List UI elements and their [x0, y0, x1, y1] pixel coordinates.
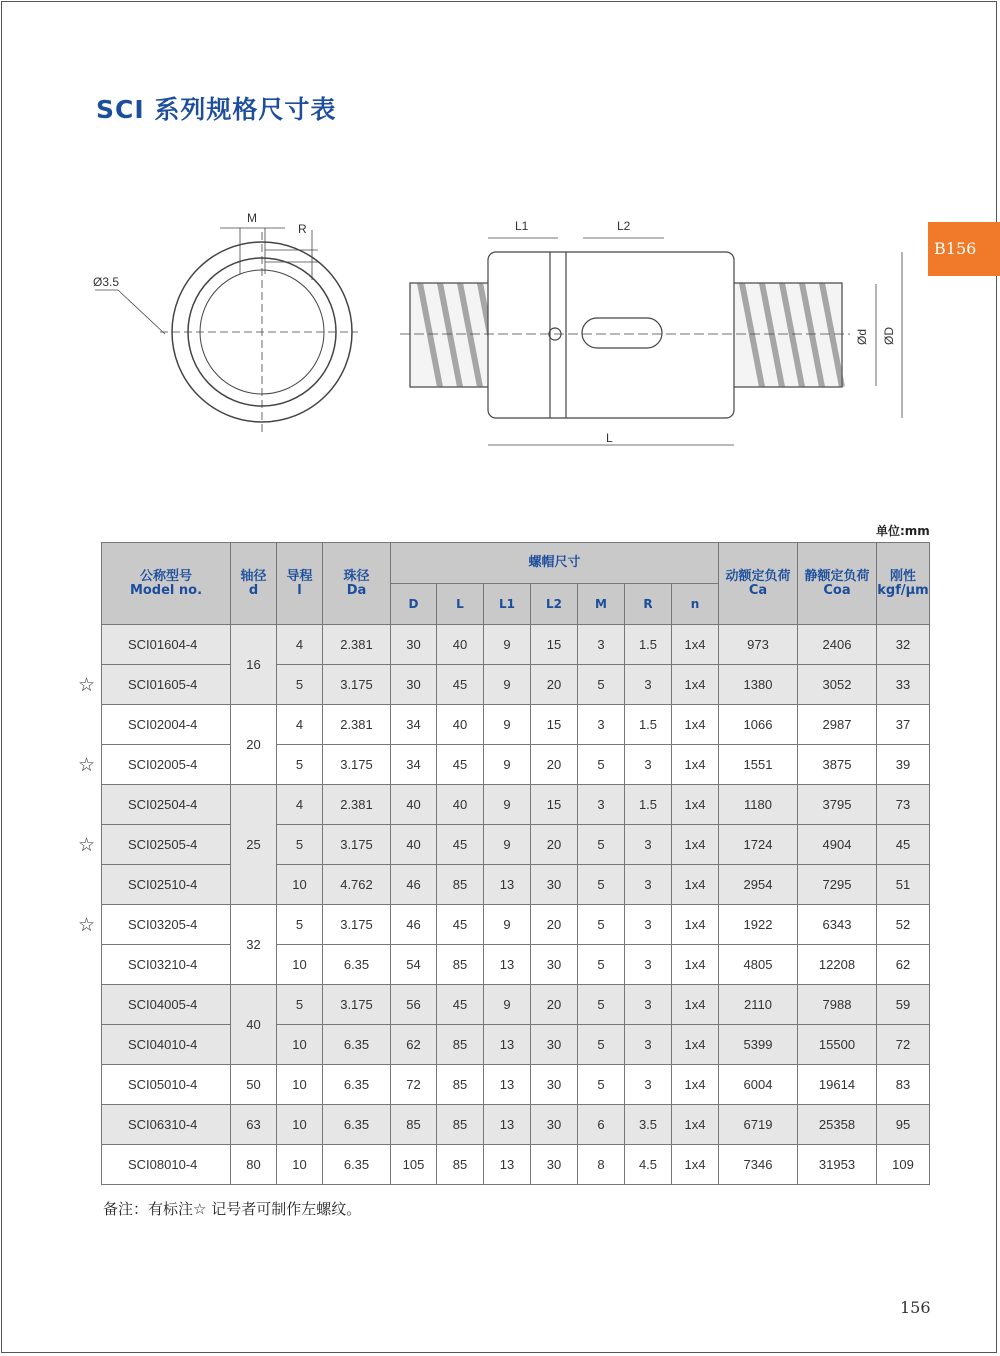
cell-model: SCI04010-4 — [102, 1025, 231, 1065]
cell-nut-r: 1.5 — [625, 705, 672, 745]
cell-nut-l: 85 — [437, 1065, 484, 1105]
cell-static-load: 2406 — [798, 625, 877, 665]
cell-static-load: 12208 — [798, 945, 877, 985]
cell-nut-r: 3 — [625, 945, 672, 985]
cell-lead: 10 — [277, 1025, 323, 1065]
cell-dynamic-load: 1724 — [719, 825, 798, 865]
cell-shaft-dia: 63 — [231, 1105, 277, 1145]
cell-nut-l: 45 — [437, 905, 484, 945]
cell-shaft-dia: 32 — [231, 905, 277, 985]
cell-nut-m: 5 — [578, 1065, 625, 1105]
cell-ball-dia: 6.35 — [323, 1145, 391, 1185]
cell-nut-d: 34 — [391, 705, 437, 745]
cell-nut-m: 8 — [578, 1145, 625, 1185]
cell-ball-dia: 2.381 — [323, 625, 391, 665]
cell-nut-m: 5 — [578, 665, 625, 705]
label-l1: L1 — [515, 219, 529, 233]
cell-nut-m: 5 — [578, 1025, 625, 1065]
cell-model: SCI05010-4 — [102, 1065, 231, 1105]
cell-lead: 5 — [277, 985, 323, 1025]
cell-nut-r: 3.5 — [625, 1105, 672, 1145]
cell-nut-l1: 9 — [484, 665, 531, 705]
cell-dynamic-load: 973 — [719, 625, 798, 665]
cell-static-load: 6343 — [798, 905, 877, 945]
cell-nut-l: 45 — [437, 665, 484, 705]
header-model: 公称型号 Model no. — [102, 543, 231, 625]
cell-rigidity: 73 — [877, 785, 930, 825]
left-thread-star-icon: ☆ — [78, 833, 96, 856]
cell-ball-dia: 3.175 — [323, 985, 391, 1025]
cell-model: SCI02004-4 — [102, 705, 231, 745]
label-l: L — [606, 431, 613, 445]
cell-nut-d: 46 — [391, 865, 437, 905]
cell-nut-l: 45 — [437, 745, 484, 785]
cell-nut-n: 1x4 — [672, 1025, 719, 1065]
table-row — [102, 1105, 930, 1145]
left-thread-star-icon: ☆ — [78, 753, 96, 776]
cell-dynamic-load: 4805 — [719, 945, 798, 985]
cell-nut-d: 85 — [391, 1105, 437, 1145]
cell-nut-l2: 20 — [531, 905, 578, 945]
cell-nut-r: 4.5 — [625, 1145, 672, 1185]
cell-rigidity: 83 — [877, 1065, 930, 1105]
cell-static-load: 7988 — [798, 985, 877, 1025]
table-row — [102, 1065, 930, 1105]
cell-nut-d: 30 — [391, 665, 437, 705]
cell-shaft-dia: 16 — [231, 625, 277, 705]
cell-dynamic-load: 6719 — [719, 1105, 798, 1145]
cell-static-load: 2987 — [798, 705, 877, 745]
cell-static-load: 3875 — [798, 745, 877, 785]
cell-nut-l1: 9 — [484, 745, 531, 785]
cell-nut-n: 1x4 — [672, 945, 719, 985]
table-row — [102, 865, 930, 905]
cell-nut-n: 1x4 — [672, 865, 719, 905]
cell-nut-d: 34 — [391, 745, 437, 785]
cell-static-load: 31953 — [798, 1145, 877, 1185]
cell-rigidity: 72 — [877, 1025, 930, 1065]
cell-rigidity: 109 — [877, 1145, 930, 1185]
cell-ball-dia: 2.381 — [323, 705, 391, 745]
cell-lead: 4 — [277, 705, 323, 745]
cell-shaft-dia: 50 — [231, 1065, 277, 1105]
cell-nut-l1: 13 — [484, 1105, 531, 1145]
subheader-d: D — [391, 584, 437, 625]
cell-nut-l2: 30 — [531, 1025, 578, 1065]
cell-model: SCI06310-4 — [102, 1105, 231, 1145]
cell-nut-l: 45 — [437, 825, 484, 865]
cell-nut-d: 54 — [391, 945, 437, 985]
cell-nut-m: 5 — [578, 945, 625, 985]
cell-lead: 10 — [277, 1145, 323, 1185]
cell-dynamic-load: 6004 — [719, 1065, 798, 1105]
cell-lead: 4 — [277, 625, 323, 665]
cell-nut-d: 40 — [391, 785, 437, 825]
cell-model: SCI02005-4 — [102, 745, 231, 785]
cell-nut-l2: 30 — [531, 1105, 578, 1145]
cell-nut-d: 40 — [391, 825, 437, 865]
spec-table — [101, 542, 930, 1185]
cell-shaft-dia: 40 — [231, 985, 277, 1065]
cell-nut-l1: 9 — [484, 905, 531, 945]
cell-model: SCI02504-4 — [102, 785, 231, 825]
cell-nut-n: 1x4 — [672, 745, 719, 785]
cell-lead: 4 — [277, 785, 323, 825]
cell-dynamic-load: 5399 — [719, 1025, 798, 1065]
cell-nut-m: 3 — [578, 625, 625, 665]
cell-nut-n: 1x4 — [672, 785, 719, 825]
cell-static-load: 7295 — [798, 865, 877, 905]
cell-ball-dia: 3.175 — [323, 825, 391, 865]
cell-nut-l: 40 — [437, 705, 484, 745]
cell-static-load: 15500 — [798, 1025, 877, 1065]
cell-nut-l1: 13 — [484, 945, 531, 985]
label-r: R — [298, 222, 307, 236]
technical-drawing — [0, 190, 1000, 470]
page-title: SCI 系列规格尺寸表 — [96, 95, 337, 124]
cell-nut-l: 45 — [437, 985, 484, 1025]
label-d-big: ØD — [882, 327, 896, 345]
cell-dynamic-load: 7346 — [719, 1145, 798, 1185]
cell-nut-l: 85 — [437, 1145, 484, 1185]
cell-model: SCI01604-4 — [102, 625, 231, 665]
table-row — [102, 745, 930, 785]
cell-dynamic-load: 2954 — [719, 865, 798, 905]
cell-nut-n: 1x4 — [672, 625, 719, 665]
cell-static-load: 3052 — [798, 665, 877, 705]
cell-shaft-dia: 25 — [231, 785, 277, 905]
cell-nut-l2: 30 — [531, 1145, 578, 1185]
cell-model: SCI01605-4 — [102, 665, 231, 705]
cell-nut-m: 6 — [578, 1105, 625, 1145]
cell-model: SCI02505-4 — [102, 825, 231, 865]
spec-table-body — [102, 625, 930, 1185]
cell-rigidity: 45 — [877, 825, 930, 865]
cell-nut-m: 3 — [578, 705, 625, 745]
table-row — [102, 785, 930, 825]
cell-nut-n: 1x4 — [672, 1065, 719, 1105]
cell-shaft-dia: 20 — [231, 705, 277, 785]
cell-nut-m: 5 — [578, 825, 625, 865]
cell-nut-r: 3 — [625, 865, 672, 905]
cell-rigidity: 95 — [877, 1105, 930, 1145]
table-row — [102, 825, 930, 865]
cell-lead: 5 — [277, 825, 323, 865]
cell-nut-l1: 9 — [484, 785, 531, 825]
footnote: 备注：有标注☆ 记号者可制作左螺纹。 — [103, 1200, 362, 1218]
cell-rigidity: 59 — [877, 985, 930, 1025]
screw-side-view — [400, 238, 902, 445]
cell-ball-dia: 6.35 — [323, 1105, 391, 1145]
label-d-small: Ød — [855, 328, 869, 345]
cell-nut-r: 3 — [625, 665, 672, 705]
cell-static-load: 19614 — [798, 1065, 877, 1105]
table-row — [102, 905, 930, 945]
label-l2: L2 — [617, 219, 631, 233]
cell-nut-d: 105 — [391, 1145, 437, 1185]
cell-nut-l1: 9 — [484, 705, 531, 745]
cell-ball-dia: 3.175 — [323, 745, 391, 785]
cell-nut-m: 3 — [578, 785, 625, 825]
cell-rigidity: 32 — [877, 625, 930, 665]
cell-lead: 5 — [277, 665, 323, 705]
cell-nut-n: 1x4 — [672, 665, 719, 705]
cell-static-load: 25358 — [798, 1105, 877, 1145]
cell-lead: 5 — [277, 745, 323, 785]
cell-nut-l2: 15 — [531, 625, 578, 665]
cell-rigidity: 62 — [877, 945, 930, 985]
cell-nut-d: 30 — [391, 625, 437, 665]
label-dia35: Ø3.5 — [93, 275, 120, 289]
cell-nut-m: 5 — [578, 985, 625, 1025]
cell-rigidity: 52 — [877, 905, 930, 945]
table-row — [102, 1025, 930, 1065]
cell-nut-n: 1x4 — [672, 905, 719, 945]
cell-nut-l: 85 — [437, 1105, 484, 1145]
cell-nut-l2: 15 — [531, 705, 578, 745]
cell-dynamic-load: 1551 — [719, 745, 798, 785]
cell-lead: 10 — [277, 1065, 323, 1105]
cell-nut-m: 5 — [578, 745, 625, 785]
cell-nut-l: 85 — [437, 865, 484, 905]
cell-lead: 10 — [277, 945, 323, 985]
cell-nut-l1: 9 — [484, 625, 531, 665]
cell-shaft-dia: 80 — [231, 1145, 277, 1185]
cell-nut-r: 3 — [625, 745, 672, 785]
cell-nut-d: 62 — [391, 1025, 437, 1065]
cell-nut-l2: 15 — [531, 785, 578, 825]
cell-ball-dia: 3.175 — [323, 905, 391, 945]
section-tab: B156 — [928, 222, 1000, 276]
cell-nut-l1: 13 — [484, 1065, 531, 1105]
header-lead: 导程 l — [277, 543, 323, 625]
cell-nut-n: 1x4 — [672, 705, 719, 745]
left-thread-star-icon: ☆ — [78, 673, 96, 696]
cell-nut-r: 3 — [625, 985, 672, 1025]
cell-nut-d: 56 — [391, 985, 437, 1025]
cell-nut-l2: 20 — [531, 825, 578, 865]
table-row — [102, 665, 930, 705]
cell-rigidity: 51 — [877, 865, 930, 905]
page-number: 156 — [900, 1298, 931, 1317]
cell-ball-dia: 4.762 — [323, 865, 391, 905]
header-axis: 轴径 d — [231, 543, 277, 625]
cell-rigidity: 33 — [877, 665, 930, 705]
cell-nut-m: 5 — [578, 905, 625, 945]
cell-static-load: 3795 — [798, 785, 877, 825]
header-rigidity: 刚性 kgf/μm — [877, 543, 930, 625]
table-row — [102, 705, 930, 745]
cell-ball-dia: 6.35 — [323, 945, 391, 985]
cell-lead: 5 — [277, 905, 323, 945]
table-row — [102, 625, 930, 665]
cell-nut-r: 3 — [625, 1025, 672, 1065]
cell-dynamic-load: 1380 — [719, 665, 798, 705]
cell-ball-dia: 3.175 — [323, 665, 391, 705]
cell-nut-l1: 13 — [484, 1025, 531, 1065]
cell-lead: 10 — [277, 865, 323, 905]
cell-lead: 10 — [277, 1105, 323, 1145]
subheader-r: R — [625, 584, 672, 625]
cell-dynamic-load: 2110 — [719, 985, 798, 1025]
table-row — [102, 985, 930, 1025]
cell-nut-n: 1x4 — [672, 985, 719, 1025]
cell-nut-r: 3 — [625, 905, 672, 945]
cell-static-load: 4904 — [798, 825, 877, 865]
left-thread-star-icon: ☆ — [78, 913, 96, 936]
cell-nut-r: 1.5 — [625, 785, 672, 825]
header-nut-dimensions: 螺帽尺寸 — [391, 543, 719, 584]
cell-nut-r: 3 — [625, 1065, 672, 1105]
cell-dynamic-load: 1922 — [719, 905, 798, 945]
cell-nut-l2: 30 — [531, 1065, 578, 1105]
nut-end-view — [95, 228, 358, 432]
subheader-l1: L1 — [484, 584, 531, 625]
cell-nut-r: 1.5 — [625, 625, 672, 665]
cell-nut-l: 85 — [437, 945, 484, 985]
cell-nut-l2: 30 — [531, 865, 578, 905]
cell-dynamic-load: 1180 — [719, 785, 798, 825]
cell-ball-dia: 6.35 — [323, 1025, 391, 1065]
cell-dynamic-load: 1066 — [719, 705, 798, 745]
table-row — [102, 945, 930, 985]
cell-nut-l2: 20 — [531, 745, 578, 785]
cell-nut-n: 1x4 — [672, 825, 719, 865]
header-dynamic-load: 动额定负荷 Ca — [719, 543, 798, 625]
cell-nut-l2: 20 — [531, 985, 578, 1025]
cell-nut-l1: 9 — [484, 825, 531, 865]
cell-ball-dia: 2.381 — [323, 785, 391, 825]
cell-model: SCI08010-4 — [102, 1145, 231, 1185]
cell-nut-n: 1x4 — [672, 1105, 719, 1145]
subheader-m: M — [578, 584, 625, 625]
cell-nut-r: 3 — [625, 825, 672, 865]
header-static-load: 静额定负荷 Coa — [798, 543, 877, 625]
cell-nut-l1: 9 — [484, 985, 531, 1025]
cell-nut-l2: 30 — [531, 945, 578, 985]
cell-nut-l1: 13 — [484, 1145, 531, 1185]
cell-model: SCI04005-4 — [102, 985, 231, 1025]
cell-model: SCI03205-4 — [102, 905, 231, 945]
cell-nut-l: 40 — [437, 625, 484, 665]
cell-rigidity: 37 — [877, 705, 930, 745]
cell-rigidity: 39 — [877, 745, 930, 785]
cell-nut-d: 72 — [391, 1065, 437, 1105]
cell-model: SCI03210-4 — [102, 945, 231, 985]
cell-nut-d: 46 — [391, 905, 437, 945]
cell-nut-n: 1x4 — [672, 1145, 719, 1185]
cell-model: SCI02510-4 — [102, 865, 231, 905]
cell-ball-dia: 6.35 — [323, 1065, 391, 1105]
label-m: M — [247, 211, 257, 225]
cell-nut-l: 40 — [437, 785, 484, 825]
header-ball: 珠径 Da — [323, 543, 391, 625]
cell-nut-m: 5 — [578, 865, 625, 905]
table-row — [102, 1145, 930, 1185]
cell-nut-l1: 13 — [484, 865, 531, 905]
unit-label: 单位:mm — [876, 524, 930, 538]
subheader-l2: L2 — [531, 584, 578, 625]
subheader-n: n — [672, 584, 719, 625]
subheader-l: L — [437, 584, 484, 625]
cell-nut-l: 85 — [437, 1025, 484, 1065]
cell-nut-l2: 20 — [531, 665, 578, 705]
